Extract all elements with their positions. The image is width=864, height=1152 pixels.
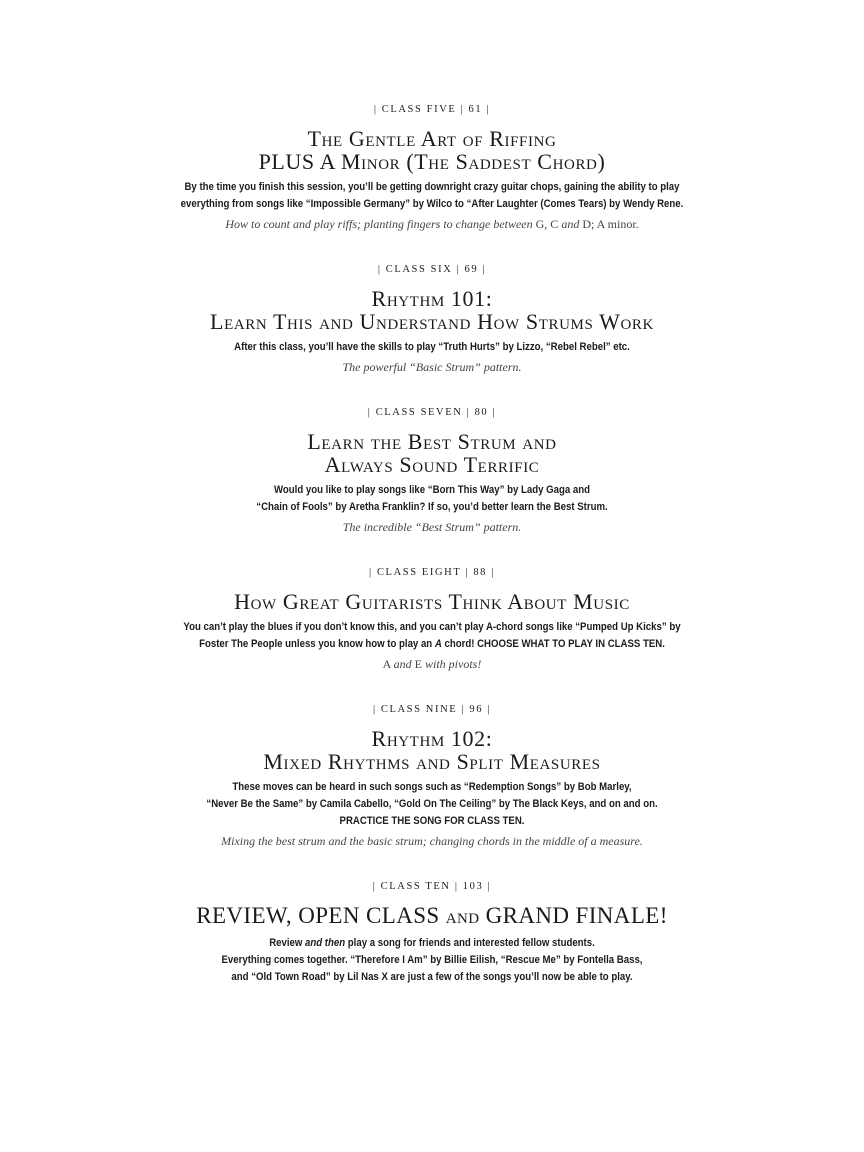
desc-part: chord! CHOOSE WHAT TO PLAY IN CLASS TEN. bbox=[441, 638, 665, 650]
title-line: Rhythm 102: bbox=[371, 726, 493, 751]
detail-part: E bbox=[414, 657, 425, 671]
desc-part: and then bbox=[305, 937, 346, 949]
class-label: | CLASS SEVEN | 80 | bbox=[367, 407, 497, 418]
description-line: After this class, you’ll have the skills to play “Truth Hurts” by Lizzo, “Rebel Rebel” etc. bbox=[234, 341, 630, 353]
detail-part: G, C bbox=[535, 217, 562, 231]
title-part: REVIEW, OPEN CLASS bbox=[196, 903, 446, 928]
class-detail bbox=[0, 657, 864, 672]
class-detail: The powerful “Basic Strum” pattern. bbox=[342, 360, 522, 374]
class-description bbox=[60, 935, 803, 986]
desc-part: play a song for friends and interested fellow students. bbox=[345, 937, 595, 949]
class-title bbox=[0, 127, 864, 173]
detail-part: A bbox=[382, 657, 394, 671]
detail-part: D; A minor. bbox=[582, 217, 639, 231]
class-description bbox=[60, 619, 803, 653]
class-list bbox=[0, 104, 864, 1018]
class-label: | CLASS NINE | 96 | bbox=[372, 704, 492, 715]
class-nine-section bbox=[0, 704, 864, 849]
class-title bbox=[0, 287, 864, 333]
desc-part: Foster The People unless you know how to play an bbox=[199, 638, 435, 650]
class-eight-section bbox=[0, 567, 864, 672]
description-line: “Chain of Fools” by Aretha Franklin? If so, you’d better learn the Best Strum. bbox=[256, 501, 608, 513]
description-line bbox=[60, 636, 803, 653]
description-line: and “Old Town Road” by Lil Nas X are just a few of the songs you’ll now be able to play. bbox=[231, 971, 633, 983]
description-line: By the time you finish this session, you’ll be getting downright crazy guitar chops, gaining the ability to play bbox=[184, 181, 680, 193]
description-line: These moves can be heard in such songs such as “Redemption Songs” by Bob Marley, bbox=[232, 781, 632, 793]
title-line: The Gentle Art of Riffing bbox=[307, 126, 557, 151]
class-title bbox=[0, 727, 864, 773]
class-description bbox=[60, 482, 803, 516]
class-ten-section bbox=[0, 881, 864, 986]
title-line: Learn This and Understand How Strums Work bbox=[210, 309, 654, 334]
class-five-section bbox=[0, 104, 864, 232]
title-part: and bbox=[445, 903, 480, 928]
title-part: GRAND FINALE! bbox=[479, 903, 668, 928]
class-title bbox=[0, 904, 864, 928]
detail-part: with pivots! bbox=[425, 657, 482, 671]
desc-part: Review bbox=[269, 937, 306, 949]
title-line: Mixed Rhythms and Split Measures bbox=[263, 749, 601, 774]
description-line: Would you like to play songs like “Born This Way” by Lady Gaga and bbox=[274, 484, 590, 496]
description-line bbox=[60, 935, 803, 952]
class-detail: Mixing the best strum and the basic strum; changing chords in the middle of a measure. bbox=[221, 834, 643, 848]
title-line: PLUS A Minor (The Saddest Chord) bbox=[258, 149, 606, 174]
detail-part: and bbox=[561, 217, 583, 231]
class-detail: The incredible “Best Strum” pattern. bbox=[342, 520, 522, 534]
title-line: Learn the Best Strum and bbox=[307, 429, 557, 454]
class-label: | CLASS FIVE | 61 | bbox=[373, 104, 491, 115]
class-label: | CLASS SIX | 69 | bbox=[377, 264, 487, 275]
title-line: Rhythm 101: bbox=[371, 286, 493, 311]
class-label: | CLASS TEN | 103 | bbox=[372, 881, 492, 892]
title-line: How Great Guitarists Think About Music bbox=[234, 589, 630, 614]
class-label: | CLASS EIGHT | 88 | bbox=[369, 567, 495, 578]
desc-part: A bbox=[434, 638, 442, 650]
class-six-section bbox=[0, 264, 864, 375]
detail-part: How to count and play riffs; planting fingers to change between bbox=[225, 217, 536, 231]
detail-part: and bbox=[393, 657, 415, 671]
description-line: “Never Be the Same” by Camila Cabello, “Gold On The Ceiling” by The Black Keys, and on and on. bbox=[206, 798, 658, 810]
class-seven-section bbox=[0, 407, 864, 535]
description-line: PRACTICE THE SONG FOR CLASS TEN. bbox=[339, 815, 525, 827]
class-description bbox=[60, 339, 803, 356]
class-title bbox=[0, 590, 864, 613]
class-detail bbox=[0, 217, 864, 232]
description-line: You can’t play the blues if you don’t know this, and you can’t play A-chord songs like “Pumped Up Kicks” by bbox=[183, 621, 681, 633]
class-description bbox=[60, 179, 803, 213]
title-line: Always Sound Terrific bbox=[324, 452, 540, 477]
description-line: Everything comes together. “Therefore I Am” by Billie Eilish, “Rescue Me” by Fontella Bass, bbox=[221, 954, 643, 966]
class-title bbox=[0, 430, 864, 476]
class-description bbox=[60, 779, 803, 830]
description-line: everything from songs like “Impossible Germany” by Wilco to “After Laughter (Comes Tears) by Wendy Rene. bbox=[180, 198, 684, 210]
